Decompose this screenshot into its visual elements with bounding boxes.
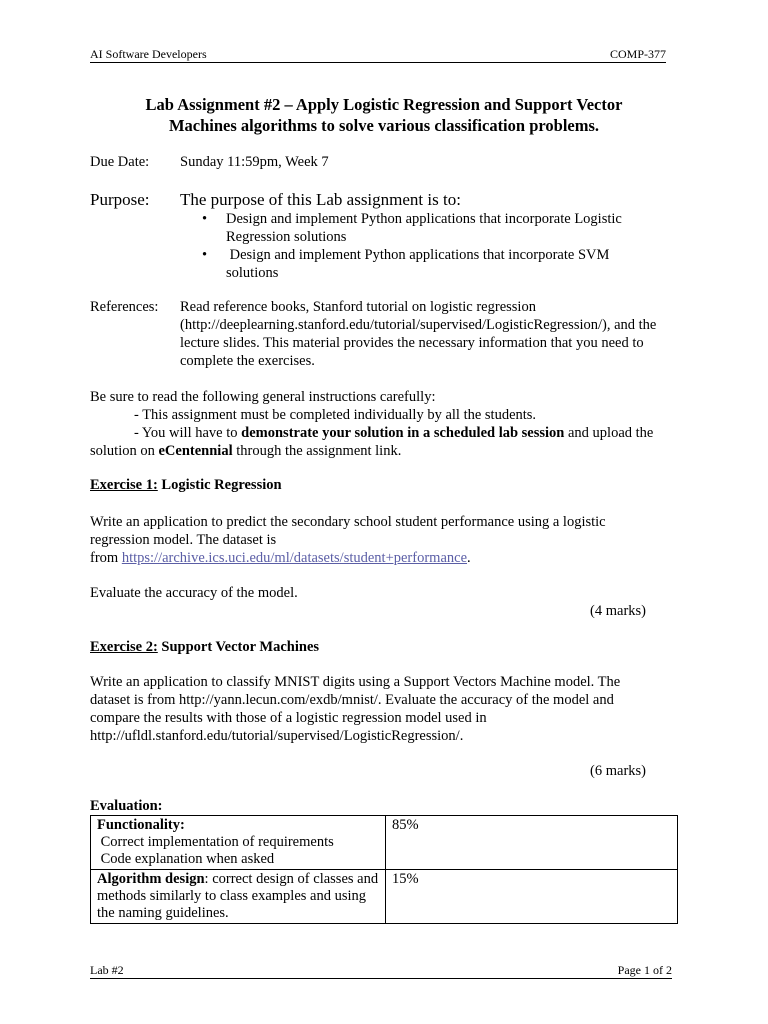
footer-left: Lab #2	[90, 963, 124, 977]
purpose-bullets	[180, 210, 660, 282]
references-label: References:	[90, 299, 159, 315]
evaluation-heading: Evaluation:	[90, 798, 163, 814]
table-row: Functionality: Correct implementation of requirements Code explanation when asked 85%	[91, 816, 678, 870]
general-instructions: Be sure to read the following general instructions carefully: - This assignment must be completed individually by all the students. - You will have to demonstrate your solution in a scheduled lab session and upload the solution on eCentennial through the assignment link.	[90, 389, 654, 459]
title-line-1: Lab Assignment #2 – Apply Logistic Regression and Support Vector	[145, 95, 623, 114]
page-footer	[90, 963, 672, 979]
purpose-intro: The purpose of this Lab assignment is to:	[180, 190, 461, 209]
page-header	[90, 47, 666, 63]
exercise-1-body: Write an application to predict the secondary school student performance using a logistic regression model. The dataset is from https://archive.ics.uci.edu/ml/datasets/student+performance.	[90, 514, 606, 566]
due-date-label: Due Date:	[90, 154, 150, 170]
table-row: Algorithm design: correct design of classes and methods similarly to class examples and using the naming guidelines. 15%	[91, 870, 678, 924]
list-item: • Design and implement Python applications that incorporate SVM solutions	[202, 247, 610, 281]
document-title	[90, 94, 678, 136]
exercise-1-heading: Exercise 1: Logistic Regression	[90, 477, 282, 493]
functionality-percent: 85%	[386, 816, 678, 870]
list-item: • Design and implement Python applications that incorporate Logistic Regression solutions	[202, 211, 622, 245]
exercise-1-marks: (4 marks)	[590, 603, 646, 619]
references-text: Read reference books, Stanford tutorial on logistic regression (http://deeplearning.stanford.edu/tutorial/supervised/LogisticRegression/), and the lecture slides. This material provides the necessary information that you need to complete the exercises.	[180, 299, 657, 369]
exercise-2-marks: (6 marks)	[590, 763, 646, 779]
exercise-2-heading: Exercise 2: Support Vector Machines	[90, 639, 320, 655]
header-left: AI Software Developers	[90, 47, 207, 61]
due-date-value: Sunday 11:59pm, Week 7	[180, 154, 329, 170]
evaluation-table	[90, 815, 678, 924]
exercise-2-body: Write an application to classify MNIST digits using a Support Vectors Machine model. The dataset is from http://yann.lecun.com/exdb/mnist/. Evaluate the accuracy of the model and compare the results with those of a logistic regression model used in http://ufldl.stanford.edu/tutorial/supervised/LogisticRegression/.	[90, 674, 621, 744]
header-right: COMP-377	[609, 47, 666, 61]
algorithm-design-percent: 15%	[386, 870, 678, 924]
title-line-2: Machines algorithms to solve various classification problems.	[168, 116, 600, 135]
exercise-1-evaluate: Evaluate the accuracy of the model.	[90, 585, 298, 601]
purpose-label: Purpose:	[90, 190, 150, 209]
dataset-link[interactable]: https://archive.ics.uci.edu/ml/datasets/student+performance	[121, 550, 468, 566]
footer-right: Page 1 of 2	[617, 963, 672, 977]
